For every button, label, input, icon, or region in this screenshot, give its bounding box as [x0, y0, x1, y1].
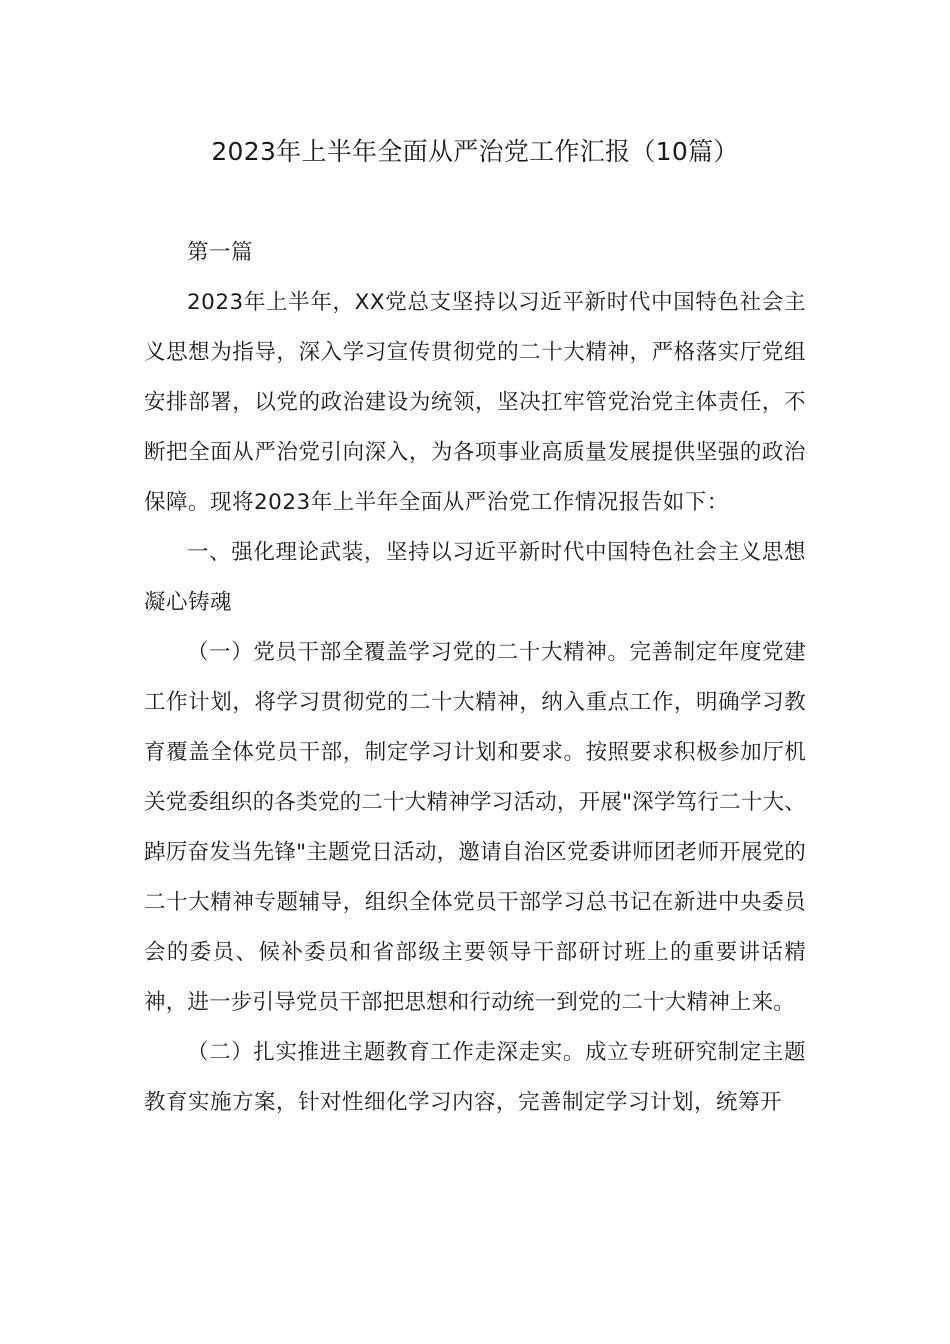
intro-paragraph: 2023年上半年，XX党总支坚持以习近平新时代中国特色社会主义思想为指导，深入学习宣传贯彻党的二十大精神，严格落实厅党组安排部署，以党的政治建设为统领，坚决扛牢管党治党主体责任，不断把全面从严治党引向深入，为各项事业高质量发展提供坚强的政治保障。现将2023年上半年全面从严治党工作情况报告如下： [144, 290, 806, 515]
section-heading-first: 第一篇 [187, 240, 254, 265]
document-body [144, 228, 806, 1128]
section-heading-one: 一、强化理论武装，坚持以习近平新时代中国特色社会主义思想凝心铸魂 [144, 540, 806, 615]
document-title: 2023年上半年全面从严治党工作汇报（10篇） [211, 137, 739, 166]
subsection-paragraph-2: （二）扎实推进主题教育工作走深走实。成立专班研究制定主题教育实施方案，针对性细化学习内容，完善制定学习计划，统筹开 [144, 1040, 806, 1115]
subsection-paragraph-1: （一）党员干部全覆盖学习党的二十大精神。完善制定年度党建工作计划，将学习贯彻党的二十大精神，纳入重点工作，明确学习教育覆盖全体党员干部，制定学习计划和要求。按照要求积极参加厅机关党委组织的各类党的二十大精神学习活动，开展"深学笃行二十大、踔厉奋发当先锋"主题党日活动，邀请自治区党委讲师团老师开展党的二十大精神专题辅导，组织全体党员干部学习总书记在新进中央委员会的委员、候补委员和省部级主要领导干部研讨班上的重要讲话精神，进一步引导党员干部把思想和行动统一到党的二十大精神上来。 [144, 640, 806, 1015]
